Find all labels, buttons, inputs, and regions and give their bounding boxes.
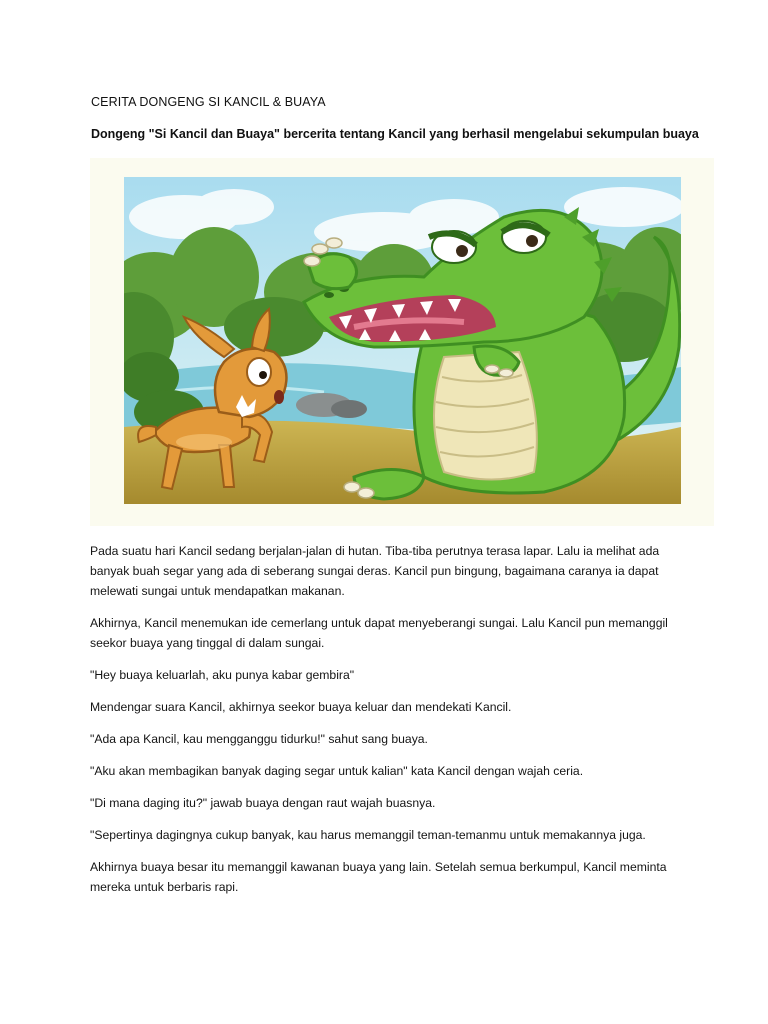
story-paragraph: Pada suatu hari Kancil sedang berjalan-jalan di hutan. Tiba-tiba perutnya terasa lapar. Lalu ia melihat ada banyak buah segar yang ada di seberang sungai deras. Kancil pun bingung, bagaimana caranya ia dapat melewati sungai untuk mendapatkan makanan.	[90, 544, 660, 598]
story-illustration	[124, 177, 681, 504]
story-paragraph: "Sepertinya dagingnya cukup banyak, kau harus memanggil teman-temanmu untuk memakannya juga.	[90, 828, 646, 842]
story-paragraph: "Di mana daging itu?" jawab buaya dengan raut wajah buasnya.	[90, 796, 436, 810]
story-paragraph: Akhirnya buaya besar itu memanggil kawanan buaya yang lain. Setelah semua berkumpul, Kancil meminta mereka untuk berbaris rapi.	[90, 860, 667, 894]
story-paragraph: "Ada apa Kancil, kau mengganggu tidurku!" sahut sang buaya.	[90, 732, 428, 746]
document-subtitle: Dongeng "Si Kancil dan Buaya" bercerita tentang Kancil yang berhasil mengelabui sekumpulan buaya	[91, 127, 699, 141]
story-body	[90, 541, 690, 909]
story-paragraph: Mendengar suara Kancil, akhirnya seekor buaya keluar dan mendekati Kancil.	[90, 700, 512, 714]
document-heading: CERITA DONGENG SI KANCIL & BUAYA	[91, 95, 326, 109]
story-paragraph: "Aku akan membagikan banyak daging segar untuk kalian" kata Kancil dengan wajah ceria.	[90, 764, 584, 778]
story-paragraph: "Hey buaya keluarlah, aku punya kabar gembira"	[90, 668, 355, 682]
story-paragraph: Akhirnya, Kancil menemukan ide cemerlang untuk dapat menyeberangi sungai. Lalu Kancil pun memanggil seekor buaya yang tinggal di dalam sungai.	[90, 616, 668, 650]
